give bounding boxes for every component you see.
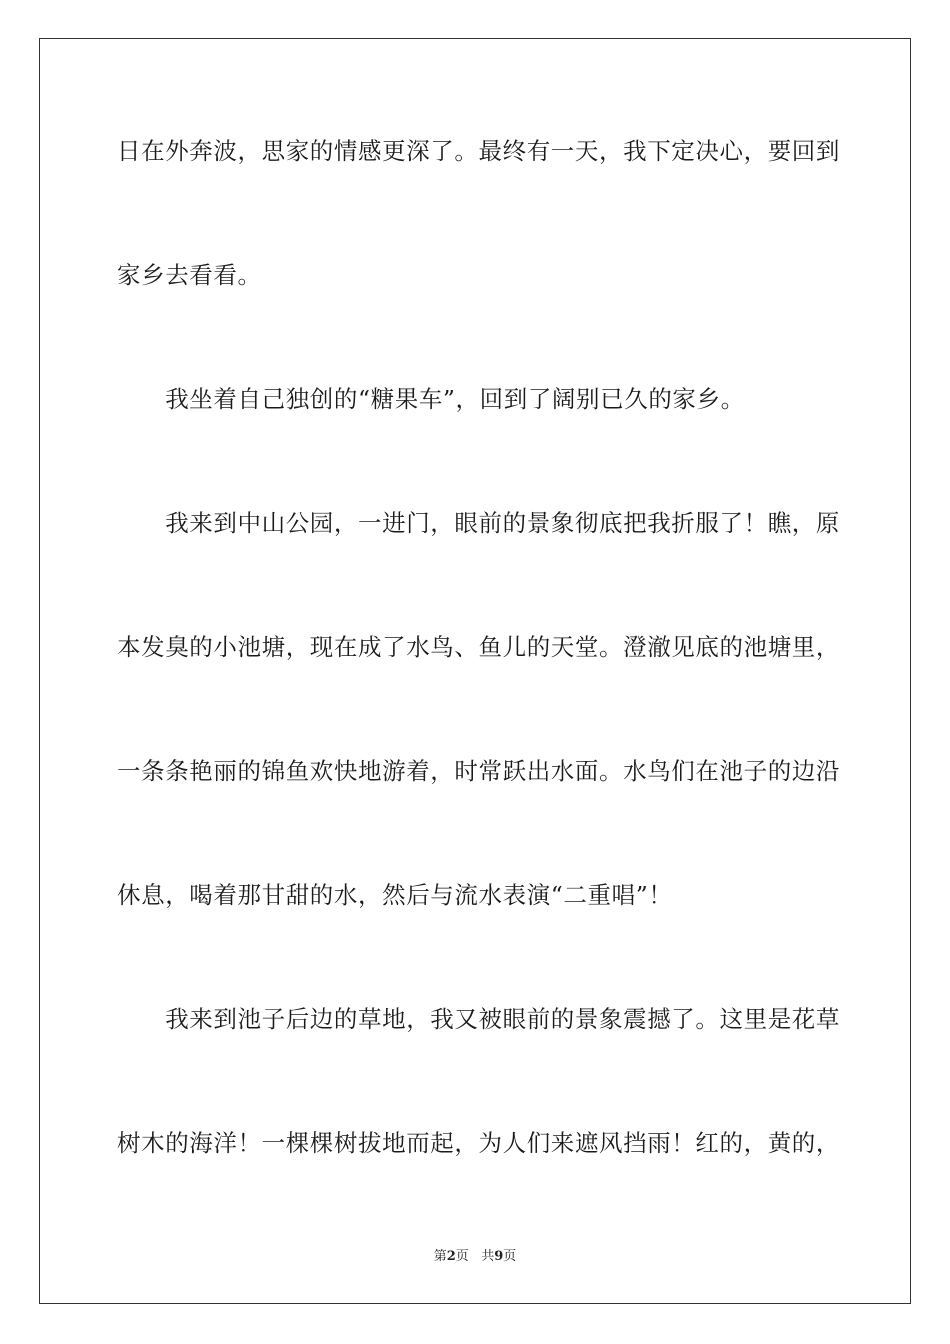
page-border	[39, 38, 911, 1304]
current-page-number: 2	[446, 1249, 456, 1264]
text-line-5: 本发臭的小池塘，现在成了水鸟、鱼儿的天堂。澄澈见底的池塘里，	[117, 633, 840, 661]
total-label-prefix: 共	[481, 1249, 495, 1264]
text-line-9: 树木的海洋！一棵棵树拔地而起，为人们来遮风挡雨！红的，黄的，	[117, 1129, 840, 1157]
text-line-3: 我坐着自己独创的“糖果车”，回到了阔别已久的家乡。	[117, 385, 745, 413]
text-line-4: 我来到中山公园，一进门，眼前的景象彻底把我折服了！瞧，原	[117, 509, 840, 537]
text-line-8: 我来到池子后边的草地，我又被眼前的景象震撼了。这里是花草	[117, 1005, 840, 1033]
page-label-suffix: 页	[455, 1249, 469, 1264]
total-label-suffix: 页	[503, 1249, 517, 1264]
page-label-prefix: 第	[433, 1249, 447, 1264]
total-page-number: 9	[494, 1249, 504, 1264]
text-line-7: 休息，喝着那甘甜的水，然后与流水表演“二重唱”！	[117, 881, 673, 909]
text-line-2: 家乡去看看。	[117, 261, 262, 289]
text-line-6: 一条条艳丽的锦鱼欢快地游着，时常跃出水面。水鸟们在池子的边沿	[117, 757, 840, 785]
text-line-1: 日在外奔波，思家的情感更深了。最终有一天，我下定决心，要回到	[117, 137, 840, 165]
page-footer	[0, 1248, 950, 1266]
